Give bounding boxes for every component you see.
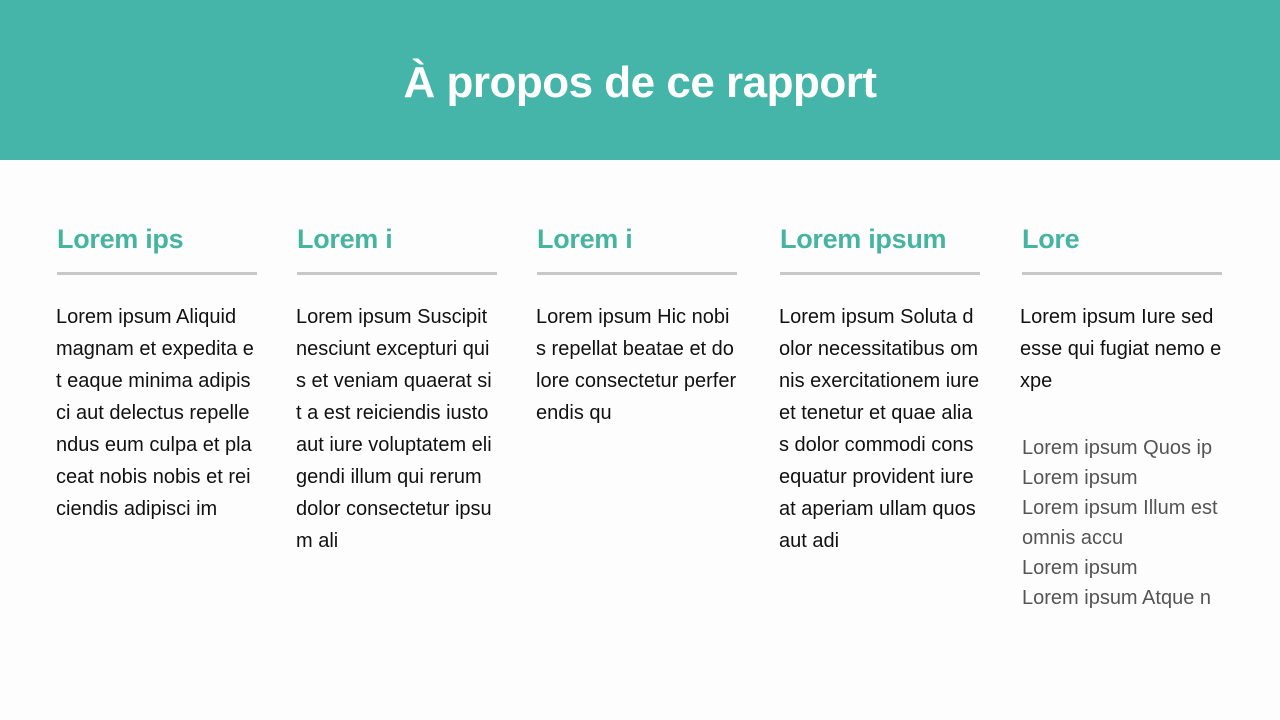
list-item: Lorem ipsum [1022, 467, 1138, 489]
divider [780, 272, 980, 275]
page-title: À propos de ce rapport [403, 58, 877, 107]
column-4 [780, 220, 980, 557]
list-item: Lorem ipsum Illum est omnis accu [1022, 497, 1218, 549]
list-item: Lorem ipsum [1022, 557, 1138, 579]
column-heading: Lorem ipsum [780, 224, 947, 254]
divider [57, 272, 257, 275]
divider [297, 272, 497, 275]
column-heading: Lorem i [537, 224, 633, 254]
list-item: Lorem ipsum Atque n [1022, 587, 1211, 609]
link-list [1022, 433, 1222, 613]
column-body: Lorem ipsum Iure sed esse qui fugiat nemo expe [1020, 306, 1222, 392]
list-item: Lorem ipsum Quos ip [1022, 437, 1213, 459]
divider [537, 272, 737, 275]
column-2 [297, 220, 497, 557]
column-body: Lorem ipsum Aliquid magnam et expedita et eaque minima adipisci aut delectus repellendus eum culpa et placeat nobis nobis et reiciendis adipisci im [56, 306, 254, 520]
column-heading: Lore [1022, 224, 1080, 254]
column-body: Lorem ipsum Suscipit nesciunt excepturi quis et veniam quaerat sit a est reiciendis iusto aut iure voluptatem eligendi illum qui rerum dolor consectetur ipsum ali [296, 306, 492, 552]
page-header [0, 0, 1280, 160]
column-3 [537, 220, 737, 429]
column-heading: Lorem i [297, 224, 393, 254]
column-body: Lorem ipsum Soluta dolor necessitatibus omnis exercitationem iure et tenetur et quae alias dolor commodi consequatur provident iure at aperiam ullam quos aut adi [779, 306, 980, 552]
column-heading: Lorem ips [57, 224, 184, 254]
column-1 [57, 220, 257, 525]
column-5 [1022, 220, 1222, 613]
column-body: Lorem ipsum Hic nobis repellat beatae et dolore consectetur perferendis qu [536, 306, 737, 424]
divider [1022, 272, 1222, 275]
